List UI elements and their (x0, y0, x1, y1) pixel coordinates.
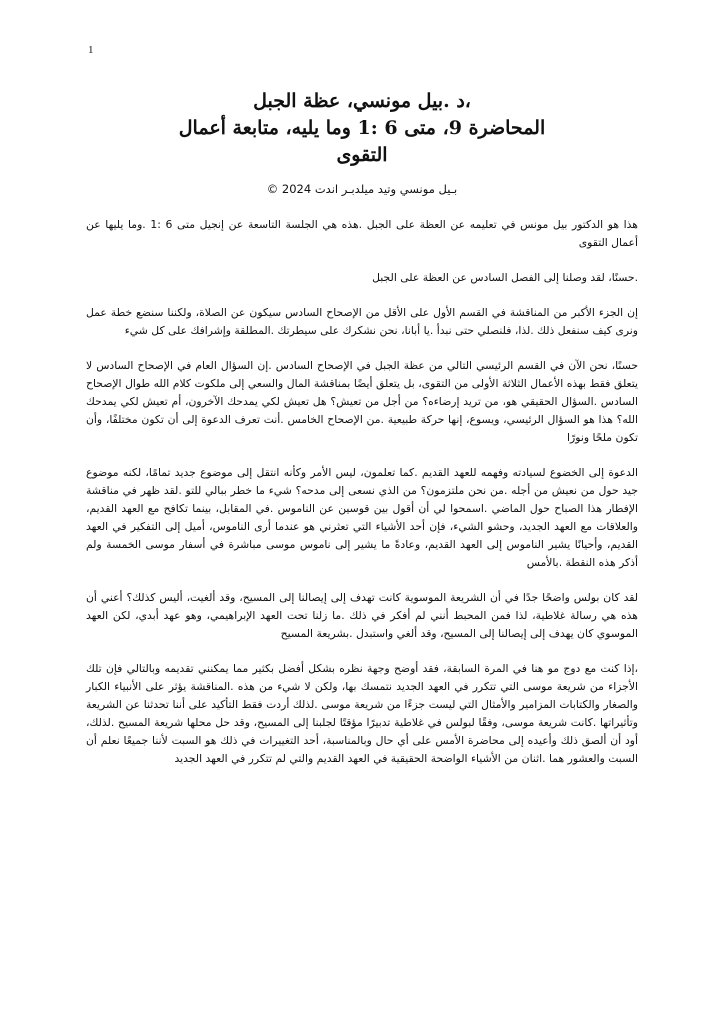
page-number: 1 (88, 44, 94, 56)
document-body (86, 216, 638, 785)
paragraph-prayer: إن الجزء الأكبر من المناقشة في القسم الأول على الأقل من الإصحاح السادس سيكون عن الصلاة، ولكننا سنضع خطة عمل ونرى كيف سنفعل ذلك .لذا، فلنصلي حتى نبدأ .يا أبانا، نحن نشكرك على سيطرتك .المطلقة وإشرافك على كل شيء (86, 306, 638, 337)
title-line: التقوى (336, 144, 388, 166)
title-line: ،د .بيل مونسي، عظة الجبل (253, 90, 471, 112)
paragraph-paul: لقد كان بولس واضحًا جدًا في أن الشريعة الموسوية كانت تهدف إلى إيصالنا إلى المسيح، وقد ألغيت، أليس كذلك؟ أعني أن هذه هي رسالة غلاطية، لذا فمن المحبط أنني لم أفكر في ذلك .ما زلنا تحت العهد الإبراهيمي، وهو عهد أبدي، لكن العهد الموسوي كان يهدف إلى إيصالنا إلى المسيح، وقد ألغي واستبدل .بشريعة المسيح (86, 591, 638, 640)
copyright-line: بـيل مونسي وتيد ميلدبـر اندت 2024 © (266, 182, 458, 196)
paragraph-chapter-six: .حسنًا، لقد وصلنا إلى الفصل السادس عن العظة على الجبل (372, 271, 638, 284)
paragraph-moses-law: ،إذا كنت مع دوج مو هنا في المرة السابقة، فقد أوضح وجهة نظره بشكل أفضل بكثير مما يمكنني تقديمه وبالتالي فإن تلك الأجزاء من شريعة موسى التي تتكرر في العهد الجديد نتمسك بها، ولكن لا شيء من هذه .المناقشة يؤثر على الأنبياء الكبار والصغار والكتابات المزامير والأمثال التي ليست جزءًا من شريعة موسى .لذلك أردت فقط التأكيد على أننا تحدثنا عن الشريعة وتأثيراتها .كانت شريعة موسى، وفقًا لبولس في غلاطية تدبيرًا مؤقتًا لجلبنا إلى المسيح، وقد حل محلها شريعة المسيح .لذلك، أود أن ألصق ذلك وأعيده إلى محاضرة الأمس على أي حال وبالمناسبة، أحد التغييرات في ذلك هو السبت لأننا جميعًا نعلم أن السبت والعشور هما .اثنان من الأشياء الواضحة الحقيقية في العهد القديم والتي لم تتكرر في العهد الجديد (86, 662, 638, 765)
lecture-title (100, 88, 624, 169)
title-line: المحاضرة 9، متى 6 :1 وما يليه، متابعة أعمال (178, 117, 546, 139)
paragraph-main-question: حسنًا، نحن الآن في القسم الرئيسي التالي من عظة الجبل في الإصحاح السادس .إن السؤال العام في الإصحاح السادس لا يتعلق فقط بهذه الأعمال الثلاثة الأولى من التقوى، بل يتعلق أيضًا بمناقشة المال والسعي إلى ملكوت كلام الله طوال الإصحاح السادس .السؤال الحقيقي هو، من تريد إرضاءه؟ من أجل من تعيش؟ هل تعيش لكي يمدحك الآخرون، أم تعيش لكي يمدحك الله؟ هذا هو السؤال الرئيسي، ويسوع، إنها حركة طبيعية .من الإصحاح الخامس .أنت تعرف الدعوة إلى أن تكون مختلفًا، وأن تكون ملحًا ونورًا (86, 359, 638, 444)
paragraph-intro: هذا هو الدكتور بيل مونس في تعليمه عن العظة على الجبل .هذه هي الجلسة التاسعة عن إنجيل متى 6 :1 .وما يليها عن أعمال التقوى (86, 218, 638, 249)
paragraph-law: الدعوة إلى الخضوع لسيادته وفهمه للعهد القديم .كما تعلمون، ليس الأمر وكأنه انتقل إلى موضوع جديد تمامًا، لكنه موضوع جيد حول من نعيش من أجله .من نحن ملتزمون؟ من الذي نسعى إلى مدحه؟ شيء ما خطر ببالي للتو .لقد ظهر في مناقشة الإفطار هذا الصباح حول الماضي .اسمحوا لي أن أقول بين قوسين عن الناموس .في المقابل، بينما تكافح مع العهد القديم، والعلاقات مع العهد الجديد، وحشو الشيء، فإن أحد الأشياء التي تعثرني هو عندما أرى الناموس، أميل إلى التفكير في العهد القديم، وأحيانًا يشير الناموس إلى العهد القديم، وعادةً ما يشير إلى ناموس موسى مباشرة في أسفار موسى الخمسة ولم أذكر هذه النقطة .بالأمس (86, 466, 638, 569)
